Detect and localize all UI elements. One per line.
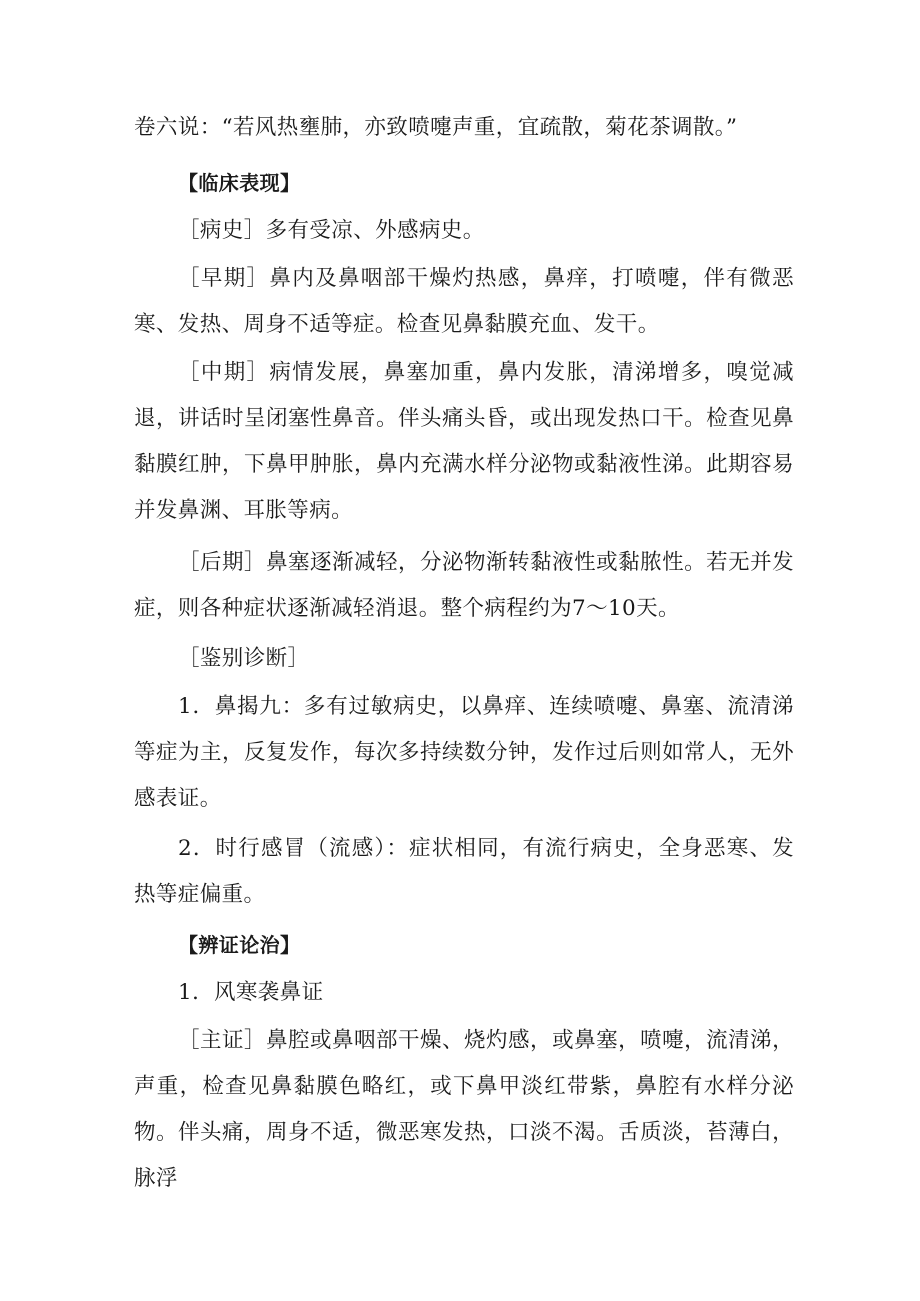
paragraph-syndrome-type-1: 1．风寒袭鼻证 — [178, 980, 324, 1005]
paragraph-late-stage: ［后期］鼻塞逐渐减轻，分泌物渐转黏液性或黏脓性。若无并发症，则各种症状逐渐减轻消退。整个病程约为7～10天。 — [134, 550, 794, 621]
paragraph-middle-stage: ［中期］病情发展，鼻塞加重，鼻内发胀，清涕增多，嗅觉减退，讲话时呈闭塞性鼻音。伴头痛头昏，或出现发热口干。检查见鼻黏膜红肿，下鼻甲肿胀，鼻内充满水样分泌物或黏液性涕。此期容易并发鼻渊、耳胀等病。 — [134, 360, 794, 523]
paragraph-quote: 卷六说：“若风热壅肺，亦致喷嚏声重，宜疏散，菊花茶调散。” — [134, 115, 738, 140]
paragraph-differential-2: 2．时行感冒（流感）：症状相同，有流行病史，全身恶寒、发热等症偏重。 — [134, 836, 794, 907]
paragraph-main-symptoms: ［主证］鼻腔或鼻咽部干燥、烧灼感，或鼻塞，喷嚏，流清涕，声重，检查见鼻黏膜色略红，或下鼻甲淡红带紫，鼻腔有水样分泌物。伴头痛，周身不适，微恶寒发热，口淡不渴。舌质淡，苔薄白，脉浮 — [134, 1028, 794, 1191]
paragraph-history: ［病史］多有受凉、外感病史。 — [178, 218, 485, 243]
paragraph-early-stage: ［早期］鼻内及鼻咽部干燥灼热感，鼻痒，打喷嚏，伴有微恶寒、发热、周身不适等症。检查见鼻黏膜充血、发干。 — [134, 266, 794, 337]
section-heading-clinical: 【临床表现】 — [178, 171, 301, 195]
paragraph-differential-title: ［鉴别诊断］ — [178, 646, 310, 671]
section-heading-treatment: 【辨证论治】 — [178, 933, 301, 957]
paragraph-differential-1: 1．鼻揭九：多有过敏病史，以鼻痒、连续喷嚏、鼻塞、流清涕等症为主，反复发作，每次多持续数分钟，发作过后则如常人，无外感表证。 — [134, 694, 794, 811]
